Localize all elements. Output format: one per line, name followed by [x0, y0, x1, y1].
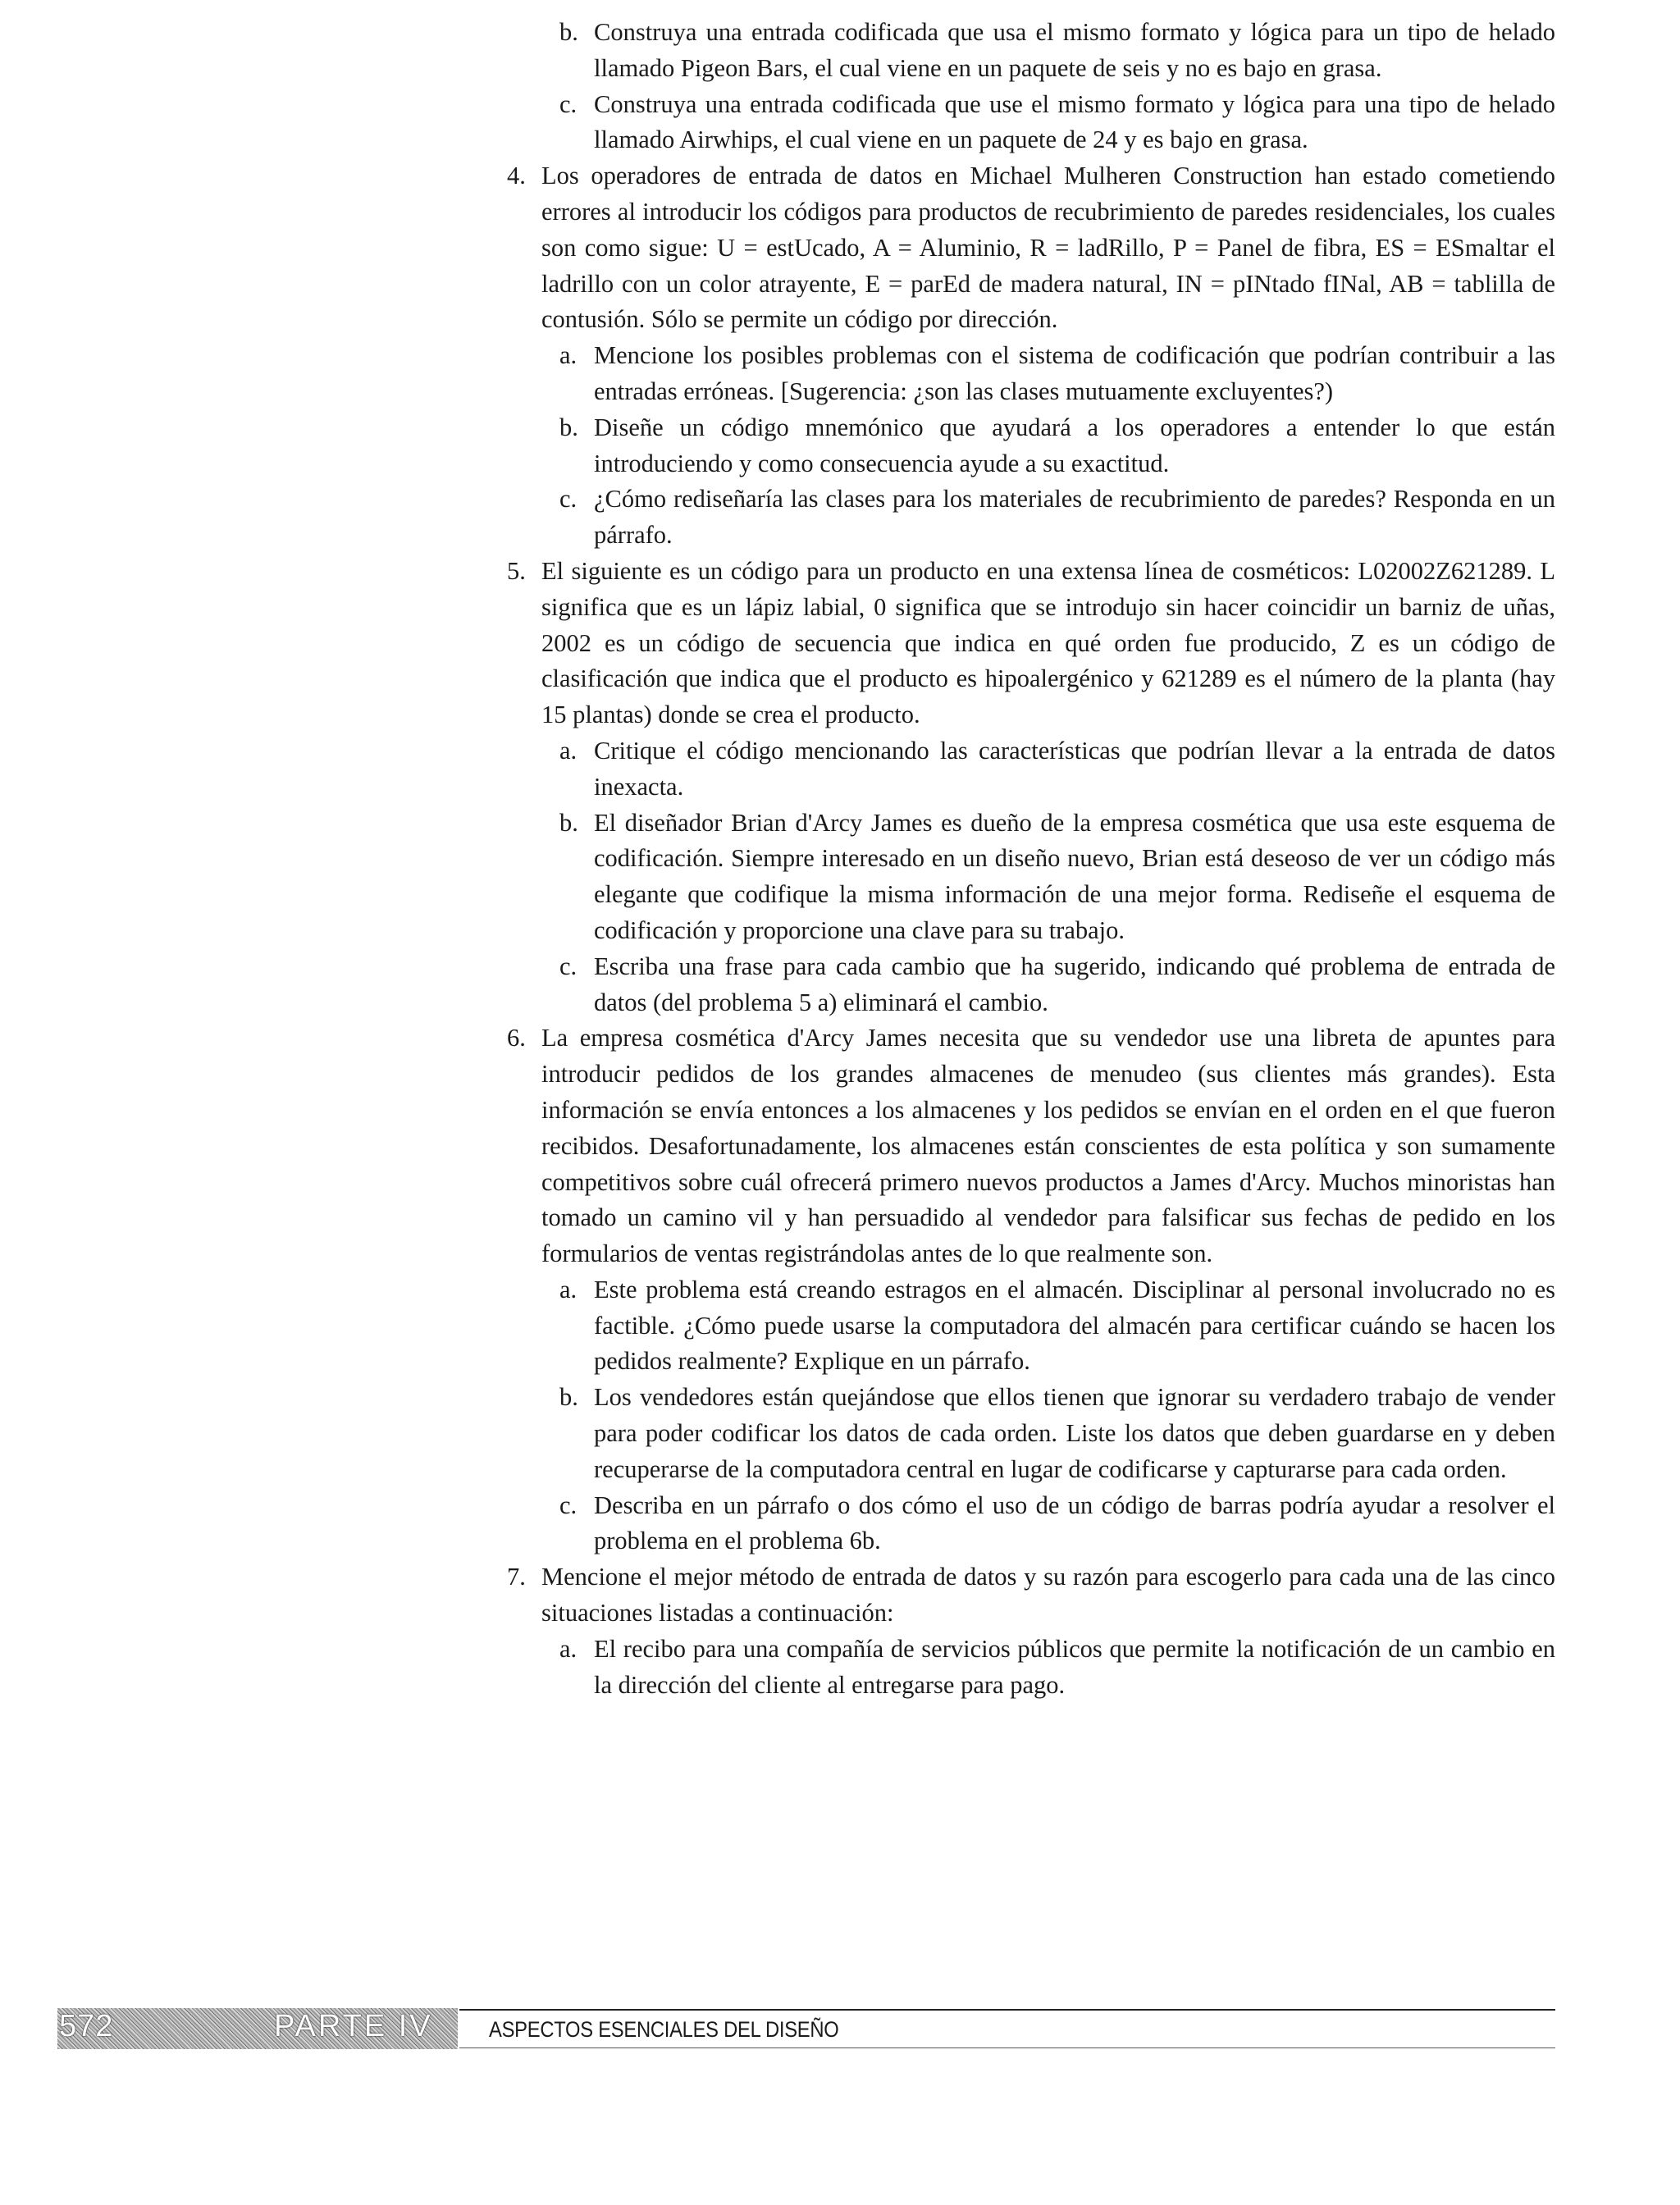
item-text: Construya una entrada codificada que usa el mismo formato y lógica para un tipo de helado llamado Pigeon Bars, el cual viene en un paquete de seis y no es bajo en grasa.	[594, 18, 1555, 82]
page-footer	[57, 2006, 1555, 2049]
item-marker: b.	[559, 1383, 578, 1412]
item-text: Diseñe un código mnemónico que ayudará a los operadores a entender lo que están introduciendo y como consecuencia ayude a su exactitud.	[594, 413, 1555, 477]
page-number: 572	[59, 2009, 114, 2043]
exercise-6	[507, 1020, 1555, 1272]
exercise-5	[507, 554, 1555, 733]
exercise-7	[507, 1559, 1555, 1632]
item-marker: c.	[559, 1491, 578, 1519]
exercise-4c	[507, 482, 1555, 554]
item-text: Describa en un párrafo o dos cómo el uso de un código de barras podría ayudar a resolver el problema en el problema 6b.	[594, 1491, 1555, 1555]
item-marker: 5.	[507, 556, 526, 585]
exercise-3c	[507, 87, 1555, 159]
item-text: Mencione los posibles problemas con el sistema de codificación que podrían contribuir a las entradas erróneas. [Sugerencia: ¿son las clases mutuamente excluyentes?)	[594, 341, 1555, 405]
item-text: Critique el código mencionando las características que podrían llevar a la entrada de datos inexacta.	[594, 736, 1555, 801]
exercise-4a	[507, 338, 1555, 410]
exercise-6c	[507, 1488, 1555, 1560]
footer-top-rule	[459, 2009, 1555, 2011]
item-marker: a.	[559, 1634, 578, 1663]
exercise-5a	[507, 733, 1555, 806]
item-text: El siguiente es un código para un producto en una extensa línea de cosméticos: L02002Z621289. L significa que es un lápiz labial, 0 significa que se introdujo sin hacer coincidir un barniz de uñas, 2002 es un código de secuencia que indica en qué orden fue producido, Z es un código de clasificación que indica que el producto es hipoalergénico y 621289 es el número de la planta (hay 15 plantas) donde se crea el producto.	[541, 556, 1555, 729]
item-text: Los operadores de entrada de datos en Michael Mulheren Construction han estado cometiendo errores al introducir los códigos para productos de recubrimiento de paredes residenciales, los cuales son como sigue: U = estUcado, A = Aluminio, R = ladRillo, P = Panel de fibra, ES = ESmaltar el ladrillo con un color atrayente, E = parEd de madera natural, IN = pINtado fINal, AB = tablilla de contusión. Sólo se permite un código por dirección.	[541, 162, 1555, 334]
exercise-5c	[507, 949, 1555, 1021]
item-marker: b.	[559, 18, 578, 46]
item-marker: b.	[559, 808, 578, 837]
exercise-4b	[507, 410, 1555, 482]
item-marker: c.	[559, 485, 578, 514]
item-text: El recibo para una compañía de servicios públicos que permite la notificación de un cambio en la dirección del cliente al entregarse para pago.	[594, 1634, 1555, 1699]
exercise-6a	[507, 1272, 1555, 1380]
part-label: PARTE IV	[274, 2009, 433, 2043]
item-marker: c.	[559, 952, 578, 980]
item-text: La empresa cosmética d'Arcy James necesita que su vendedor use una libreta de apuntes para introducir pedidos de los grandes almacenes de menudeo (sus clientes más grandes). Esta información se envía entonces a los almacenes y los pedidos se envían en el orden en el que fueron recibidos. Desafortunadamente, los almacenes están conscientes de esta política y son sumamente competitivos sobre cuál ofrecerá primero nuevos productos a James d'Arcy. Muchos minoristas han tomado un camino vil y han persuadido al vendedor para falsificar sus fechas de pedido en los formularios de ventas registrándolas antes de lo que realmente son.	[541, 1024, 1555, 1268]
exercise-6b	[507, 1380, 1555, 1487]
item-marker: a.	[559, 1275, 578, 1303]
exercise-5b	[507, 806, 1555, 949]
item-text: Escriba una frase para cada cambio que ha sugerido, indicando qué problema de entrada de datos (del problema 5 a) eliminará el cambio.	[594, 952, 1555, 1016]
item-marker: a.	[559, 341, 578, 370]
page-body	[507, 15, 1555, 1703]
exercise-7a	[507, 1632, 1555, 1704]
item-marker: 4.	[507, 162, 526, 190]
exercise-4	[507, 158, 1555, 338]
item-marker: b.	[559, 413, 578, 441]
item-marker: 6.	[507, 1024, 526, 1052]
item-marker: 7.	[507, 1563, 526, 1591]
section-title: ASPECTOS ESENCIALES DEL DISEÑO	[489, 2017, 839, 2042]
item-text: ¿Cómo rediseñaría las clases para los materiales de recubrimiento de paredes? Responda en un párrafo.	[594, 485, 1555, 550]
item-text: Construya una entrada codificada que use el mismo formato y lógica para una tipo de helado llamado Airwhips, el cual viene en un paquete de 24 y es bajo en grasa.	[594, 89, 1555, 154]
item-marker: a.	[559, 736, 578, 765]
item-text: El diseñador Brian d'Arcy James es dueño de la empresa cosmética que usa este esquema de codificación. Siempre interesado en un diseño nuevo, Brian está deseoso de ver un código más elegante que codifique la misma información de una mejor forma. Rediseñe el esquema de codificación y proporcione una clave para su trabajo.	[594, 808, 1555, 944]
exercise-3b	[507, 15, 1555, 87]
item-text: Los vendedores están quejándose que ellos tienen que ignorar su verdadero trabajo de vender para poder codificar los datos de cada orden. Liste los datos que deben guardarse en y deben recuperarse de la computadora central en lugar de codificarse y capturarse para cada orden.	[594, 1383, 1555, 1483]
item-text: Este problema está creando estragos en el almacén. Disciplinar al personal involucrado no es factible. ¿Cómo puede usarse la computadora del almacén para certificar cuándo se hacen los pedidos realmente? Explique en un párrafo.	[594, 1275, 1555, 1376]
item-marker: c.	[559, 89, 578, 118]
item-text: Mencione el mejor método de entrada de datos y su razón para escogerlo para cada una de las cinco situaciones listadas a continuación:	[541, 1563, 1555, 1628]
